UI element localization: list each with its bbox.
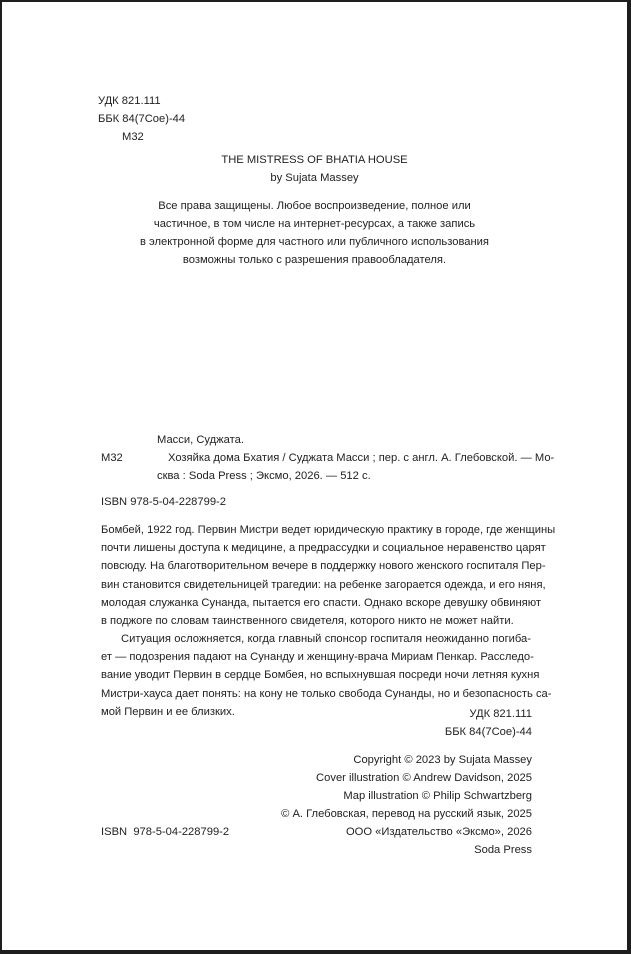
copyright-page	[2, 2, 627, 950]
annotation-line: молодая служанка Сунанда, пытается его спасти. Однако вскоре девушку обвиняют	[101, 596, 542, 609]
original-author: by Sujata Massey	[270, 172, 359, 184]
rights-line: в электронной форме для частного или публичного использования	[140, 236, 489, 248]
record-line: сква : Soda Press ; Эксмо, 2026. — 512 с.	[157, 470, 371, 482]
annotation-line: вин становится свидетельницей трагедии: на ребенке загорается одежда, и его няня,	[101, 578, 546, 591]
copyright-line: Soda Press	[474, 844, 532, 856]
copyright-line: Cover illustration © Andrew Davidson, 2025	[316, 772, 532, 784]
annotation-line: Ситуация осложняется, когда главный спонсор госпиталя неожиданно погиба-	[121, 633, 531, 645]
rights-line: частичное, в том числе на интернет-ресурсах, а также запись	[153, 218, 476, 230]
annotation-line: вание уводит Первин в сердце Бомбея, но вспыхнувшая посреди ночи летняя кухня	[101, 669, 540, 682]
annotation-line: Бомбей, 1922 год. Первин Мистри ведет юридическую практику в городе, где женщины	[101, 524, 556, 536]
copyright-line: Map illustration © Philip Schwartzberg	[343, 790, 532, 802]
record-heading: Масси, Суджата.	[157, 434, 244, 446]
annotation-paragraph-1	[101, 521, 556, 630]
author-mark-top: М32	[122, 131, 144, 143]
copyright-line: ООО «Издательство «Эксмо», 2026	[345, 826, 532, 838]
isbn-bottom: ISBN 978-5-04-228799-2	[101, 826, 230, 838]
isbn-record: ISBN 978-5-04-228799-2	[101, 496, 227, 508]
annotation-paragraph-2	[101, 630, 552, 721]
rights-line: Все права защищены. Любое воспроизведение, полное или	[158, 200, 471, 212]
copyright-line: © А. Глебовская, перевод на русский язык, 2025	[281, 808, 532, 820]
annotation-line: мой Первин и ее близких.	[101, 705, 235, 718]
record-author-mark: М32	[101, 452, 123, 464]
annotation-line: в поджоге по словам таинственного свидетеля, которого никто не может найти.	[101, 615, 514, 628]
copyright-line: Copyright © 2023 by Sujata Massey	[353, 754, 532, 766]
udk-code-bottom: УДК 821.111	[469, 708, 532, 720]
bbk-code-bottom: ББК 84(7Сое)-44	[444, 726, 532, 738]
annotation-line: почти лишены доступа к медицине, а предрассудки и социальное неравенство царят	[101, 542, 546, 555]
original-title: THE MISTRESS OF BHATIA HOUSE	[221, 154, 408, 166]
udk-code-top: УДК 821.111	[98, 95, 161, 107]
bbk-code-top: ББК 84(7Сое)-44	[98, 113, 186, 125]
record-line: Хозяйка дома Бхатия / Суджата Масси ; пер. с англ. А. Глебовской. — Мо-	[168, 452, 555, 464]
annotation-line: Мистри-хауса дает понять: на кону не только свобода Сунанды, но и безопасность са-	[101, 687, 552, 700]
annotation-line: повсюду. На благотворительном вечере в поддержку нового женского госпиталя Пер-	[101, 560, 546, 573]
rights-line: возможны только с разрешения правообладателя.	[182, 254, 447, 266]
annotation-line: ет — подозрения падают на Сунанду и женщину-врача Мириам Пенкар. Расследо-	[101, 651, 534, 664]
